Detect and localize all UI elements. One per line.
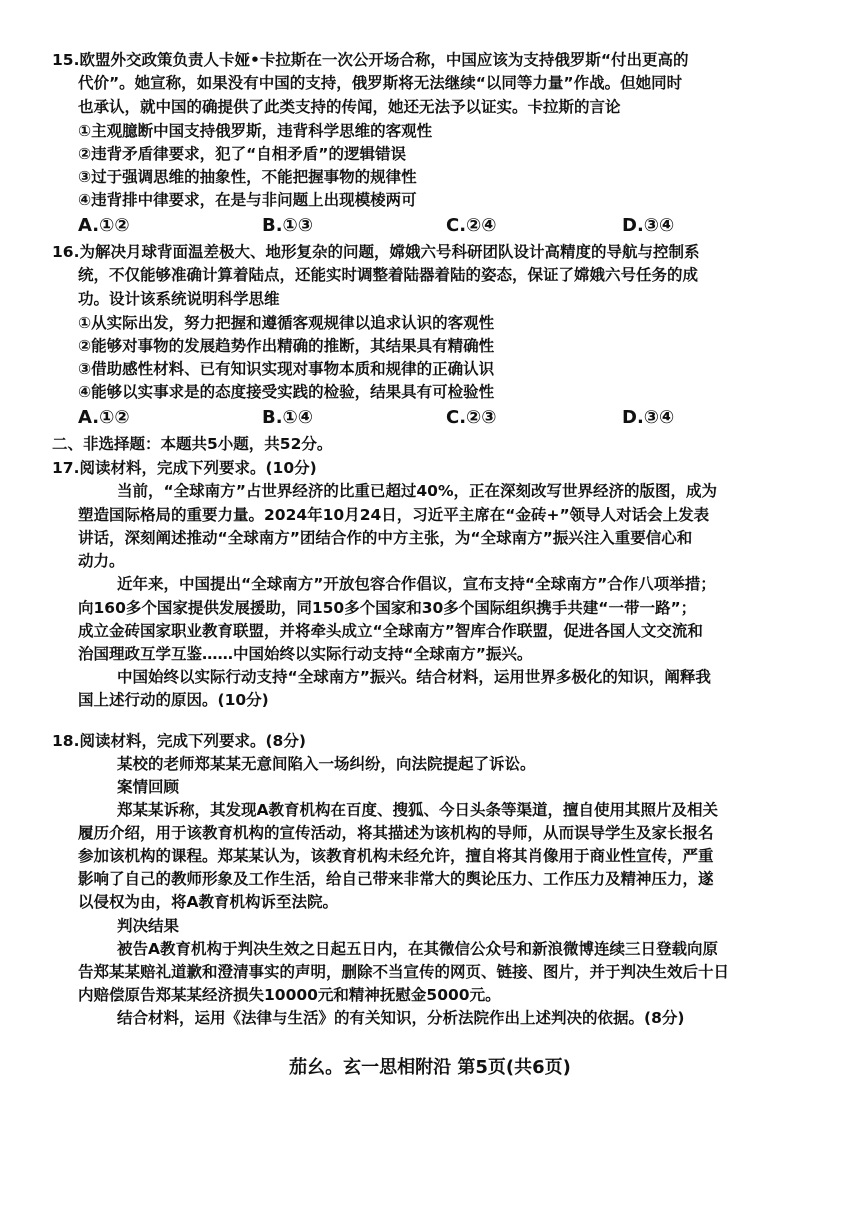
q15-statement-2: ②违背矛盾律要求，犯了“自相矛盾”的逻辑错误: [78, 145, 406, 163]
q17-task-line-2: 国上述行动的原因。(10分): [78, 691, 269, 709]
q15-stem-line-2: 代价”。她宣称，如果没有中国的支持，俄罗斯将无法继续“以同等力量”作战。但她同时: [78, 74, 683, 92]
q15-option-b: B.①③: [262, 215, 314, 236]
q18-task: 结合材料，运用《法律与生活》的有关知识，分析法院作出上述判决的依据。(8分): [117, 1009, 685, 1027]
q17-title: 17.阅读材料，完成下列要求。(10分): [52, 459, 317, 477]
q18-intro: 某校的老师郑某某无意间陷入一场纠纷，向法院提起了诉讼。: [117, 755, 536, 773]
q16-option-b: B.①④: [262, 407, 314, 428]
q17-para1-line-1: 当前，“全球南方”占世界经济的比重已超过40%，正在深刻改写世界经济的版图，成为: [117, 482, 717, 500]
q18-verdict-heading: 判决结果: [117, 917, 180, 935]
q16-option-a: A.①②: [78, 407, 130, 428]
q18-verdict-line-1: 被告A教育机构于判决生效之日起五日内，在其微信公众号和新浪微博连续三日登载向原: [117, 940, 718, 958]
section-heading: 二、非选择题：本题共5小题，共52分。: [52, 435, 333, 453]
q15-statement-3: ③过于强调思维的抽象性，不能把握事物的规律性: [78, 168, 417, 186]
q17-task-line-1: 中国始终以实际行动支持“全球南方”振兴。结合材料，运用世界多极化的知识，阐释我: [117, 668, 711, 686]
q18-case-line-5: 以侵权为由，将A教育机构诉至法院。: [78, 893, 338, 911]
q16-statement-1: ①从实际出发，努力把握和遵循客观规律以追求认识的客观性: [78, 314, 495, 332]
q18-case-line-2: 履历介绍，用于该教育机构的宣传活动，将其描述为该机构的导师，从而误导学生及家长报名: [78, 824, 714, 842]
q15-statement-4: ④违背排中律要求，在是与非问题上出现模棱两可: [78, 191, 417, 209]
q18-case-heading: 案情回顾: [117, 778, 180, 796]
q18-verdict-line-2: 告郑某某赔礼道歉和澄清事实的声明，删除不当宣传的网页、链接、图片，并于判决生效后十日: [78, 963, 730, 981]
q16-statement-3: ③借助感性材料、已有知识实现对事物本质和规律的正确认识: [78, 360, 495, 378]
q17-para1-line-3: 讲话，深刻阐述推动“全球南方”团结合作的中方主张，为“全球南方”振兴注入重要信心和: [78, 529, 693, 547]
q16-stem-line-2: 统，不仅能够准确计算着陆点，还能实时调整着陆器着陆的姿态，保证了嫦娥六号任务的成: [78, 266, 699, 284]
q18-verdict-line-3: 内赔偿原告郑某某经济损失10000元和精神抚慰金5000元。: [78, 986, 501, 1004]
page-footer: 茄幺。玄一思相附沿 第5页(共6页): [289, 1057, 571, 1078]
q16-statement-4: ④能够以实事求是的态度接受实践的检验，结果具有可检验性: [78, 383, 495, 401]
q17-para2-line-4: 治国理政互学互鉴……中国始终以实际行动支持“全球南方”振兴。: [78, 645, 533, 663]
q15-statement-1: ①主观臆断中国支持俄罗斯，违背科学思维的客观性: [78, 122, 433, 140]
q15-stem-line-3: 也承认，就中国的确提供了此类支持的传闻，她还无法予以证实。卡拉斯的言论: [78, 98, 621, 116]
q16-option-c: C.②③: [446, 407, 497, 428]
q18-case-line-1: 郑某某诉称，其发现A教育机构在百度、搜狐、今日头条等渠道，擅自使用其照片及相关: [117, 801, 718, 819]
q15-option-d: D.③④: [622, 215, 675, 236]
q18-case-line-4: 影响了自己的教师形象及工作生活，给自己带来非常大的舆论压力、工作压力及精神压力，遂: [78, 870, 714, 888]
q15-option-a: A.①②: [78, 215, 130, 236]
q16-option-d: D.③④: [622, 407, 675, 428]
q15-stem-line-1: 15.欧盟外交政策负责人卡娅•卡拉斯在一次公开场合称，中国应该为支持俄罗斯“付出更高的: [52, 51, 689, 69]
q18-case-line-3: 参加该机构的课程。郑某某认为，该教育机构未经允许，擅自将其肖像用于商业性宣传，严重: [78, 847, 714, 865]
q17-para1-line-2: 塑造国际格局的重要力量。2024年10月24日，习近平主席在“金砖+”领导人对话会上发表: [78, 506, 710, 524]
q17-para2-line-2: 向160多个国家提供发展援助，同150多个国家和30多个国际组织携手共建“一带一路”；: [78, 599, 697, 617]
q16-stem-line-1: 16.为解决月球背面温差极大、地形复杂的问题，嫦娥六号科研团队设计高精度的导航与控制系: [52, 243, 700, 261]
q16-stem-line-3: 功。设计该系统说明科学思维: [78, 290, 280, 308]
q17-para1-line-4: 动力。: [78, 552, 125, 570]
q17-para2-line-3: 成立金砖国家职业教育联盟，并将牵头成立“全球南方”智库合作联盟，促进各国人文交流和: [78, 622, 703, 640]
q17-para2-line-1: 近年来，中国提出“全球南方”开放包容合作倡议，宣布支持“全球南方”合作八项举措；: [117, 575, 716, 593]
q15-option-c: C.②④: [446, 215, 497, 236]
q18-title: 18.阅读材料，完成下列要求。(8分): [52, 732, 306, 750]
q16-statement-2: ②能够对事物的发展趋势作出精确的推断，其结果具有精确性: [78, 337, 495, 355]
